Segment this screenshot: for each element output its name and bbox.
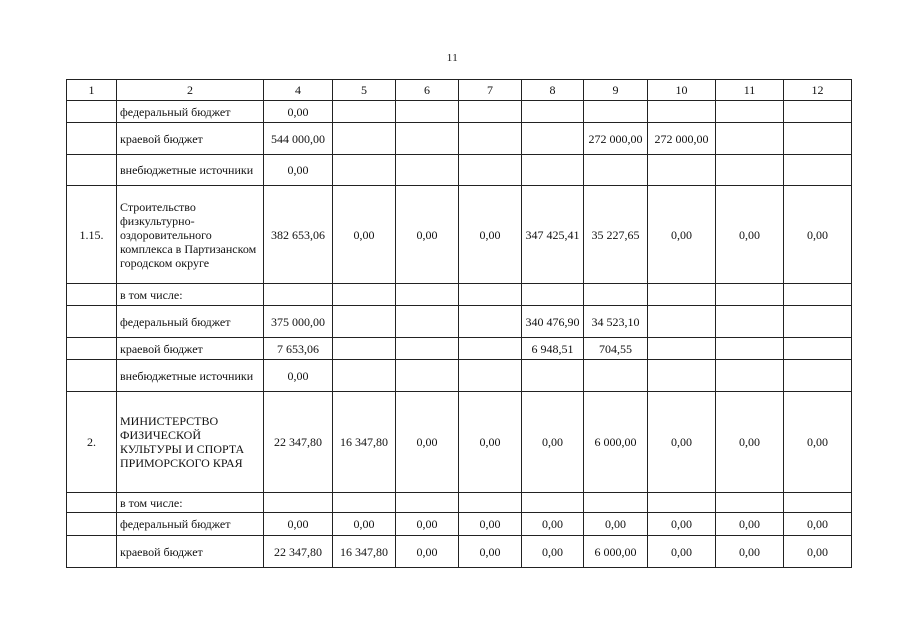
value-cell-col-7	[459, 338, 522, 360]
value-cell-col-12	[784, 360, 852, 392]
table-row	[67, 338, 852, 360]
value-cell-col-10	[648, 360, 716, 392]
value-cell-col-12	[784, 284, 852, 306]
value-cell-col-9	[584, 101, 648, 123]
value-cell-col-10	[648, 155, 716, 186]
header-cell-col-8: 8	[522, 80, 584, 101]
value-cell-col-6: 0,00	[396, 513, 459, 536]
value-cell-col-8	[522, 493, 584, 513]
row-index-cell	[67, 536, 117, 568]
value-cell-col-5	[333, 155, 396, 186]
row-index-cell	[67, 338, 117, 360]
value-cell-col-6	[396, 493, 459, 513]
value-cell-col-11	[716, 360, 784, 392]
value-cell-col-4: 0,00	[264, 360, 333, 392]
value-cell-col-5	[333, 306, 396, 338]
value-cell-col-6	[396, 101, 459, 123]
value-cell-col-4	[264, 493, 333, 513]
value-cell-col-12	[784, 101, 852, 123]
row-name-cell: Строительство физкультурно-оздоровительного комплекса в Партизанском городском округе	[117, 186, 264, 284]
row-index-cell	[67, 513, 117, 536]
value-cell-col-7	[459, 493, 522, 513]
value-cell-col-11: 0,00	[716, 513, 784, 536]
value-cell-col-5: 0,00	[333, 513, 396, 536]
value-cell-col-7: 0,00	[459, 536, 522, 568]
row-index-cell	[67, 493, 117, 513]
value-cell-col-9: 704,55	[584, 338, 648, 360]
value-cell-col-7	[459, 284, 522, 306]
value-cell-col-11: 0,00	[716, 186, 784, 284]
value-cell-col-6	[396, 284, 459, 306]
value-cell-col-6: 0,00	[396, 186, 459, 284]
row-name-cell: федеральный бюджет	[117, 513, 264, 536]
value-cell-col-7: 0,00	[459, 513, 522, 536]
value-cell-col-7	[459, 123, 522, 155]
value-cell-col-4: 0,00	[264, 155, 333, 186]
value-cell-col-9: 0,00	[584, 513, 648, 536]
value-cell-col-10: 0,00	[648, 392, 716, 493]
row-name-cell: внебюджетные источники	[117, 155, 264, 186]
value-cell-col-6	[396, 123, 459, 155]
value-cell-col-6	[396, 155, 459, 186]
value-cell-col-10: 0,00	[648, 513, 716, 536]
value-cell-col-4: 0,00	[264, 513, 333, 536]
value-cell-col-4: 0,00	[264, 101, 333, 123]
value-cell-col-5: 16 347,80	[333, 536, 396, 568]
value-cell-col-5	[333, 338, 396, 360]
value-cell-col-12	[784, 338, 852, 360]
value-cell-col-8: 0,00	[522, 392, 584, 493]
header-cell-col-2: 2	[117, 80, 264, 101]
value-cell-col-7	[459, 360, 522, 392]
value-cell-col-12: 0,00	[784, 536, 852, 568]
value-cell-col-11	[716, 155, 784, 186]
row-index-cell	[67, 155, 117, 186]
value-cell-col-8: 6 948,51	[522, 338, 584, 360]
table-row	[67, 513, 852, 536]
value-cell-col-10: 0,00	[648, 186, 716, 284]
value-cell-col-5: 0,00	[333, 186, 396, 284]
table-row	[67, 284, 852, 306]
value-cell-col-6	[396, 360, 459, 392]
table-row	[67, 360, 852, 392]
value-cell-col-6	[396, 338, 459, 360]
value-cell-col-11	[716, 306, 784, 338]
value-cell-col-10	[648, 493, 716, 513]
row-name-cell: в том числе:	[117, 493, 264, 513]
value-cell-col-7	[459, 306, 522, 338]
value-cell-col-4: 22 347,80	[264, 536, 333, 568]
value-cell-col-10	[648, 284, 716, 306]
value-cell-col-9: 6 000,00	[584, 392, 648, 493]
header-cell-col-9: 9	[584, 80, 648, 101]
table-row	[67, 392, 852, 493]
value-cell-col-11	[716, 338, 784, 360]
value-cell-col-4: 375 000,00	[264, 306, 333, 338]
value-cell-col-5	[333, 123, 396, 155]
header-cell-col-11: 11	[716, 80, 784, 101]
header-cell-col-10: 10	[648, 80, 716, 101]
value-cell-col-5	[333, 284, 396, 306]
value-cell-col-9: 35 227,65	[584, 186, 648, 284]
row-index-cell: 2.	[67, 392, 117, 493]
value-cell-col-12: 0,00	[784, 513, 852, 536]
header-cell-col-6: 6	[396, 80, 459, 101]
row-name-cell: МИНИСТЕРСТВО ФИЗИЧЕСКОЙ КУЛЬТУРЫ И СПОРТА ПРИМОРСКОГО КРАЯ	[117, 392, 264, 493]
value-cell-col-6	[396, 306, 459, 338]
value-cell-col-4: 382 653,06	[264, 186, 333, 284]
table-row	[67, 493, 852, 513]
value-cell-col-8: 0,00	[522, 536, 584, 568]
value-cell-col-11	[716, 123, 784, 155]
row-name-cell: федеральный бюджет	[117, 101, 264, 123]
header-cell-col-5: 5	[333, 80, 396, 101]
value-cell-col-7: 0,00	[459, 186, 522, 284]
row-index-cell	[67, 360, 117, 392]
header-cell-col-4: 4	[264, 80, 333, 101]
value-cell-col-10	[648, 306, 716, 338]
value-cell-col-5	[333, 493, 396, 513]
value-cell-col-7	[459, 155, 522, 186]
budget-table	[66, 79, 852, 568]
value-cell-col-10: 272 000,00	[648, 123, 716, 155]
value-cell-col-11: 0,00	[716, 536, 784, 568]
value-cell-col-8	[522, 101, 584, 123]
header-cell-col-7: 7	[459, 80, 522, 101]
value-cell-col-11	[716, 284, 784, 306]
value-cell-col-12	[784, 493, 852, 513]
value-cell-col-12	[784, 306, 852, 338]
value-cell-col-5	[333, 101, 396, 123]
value-cell-col-9	[584, 360, 648, 392]
value-cell-col-12	[784, 155, 852, 186]
row-index-cell	[67, 284, 117, 306]
value-cell-col-11: 0,00	[716, 392, 784, 493]
value-cell-col-6: 0,00	[396, 392, 459, 493]
value-cell-col-5: 16 347,80	[333, 392, 396, 493]
table-row	[67, 186, 852, 284]
value-cell-col-9: 34 523,10	[584, 306, 648, 338]
value-cell-col-9	[584, 493, 648, 513]
value-cell-col-11	[716, 101, 784, 123]
value-cell-col-8	[522, 284, 584, 306]
row-name-cell: в том числе:	[117, 284, 264, 306]
value-cell-col-10: 0,00	[648, 536, 716, 568]
header-cell-col-1: 1	[67, 80, 117, 101]
row-name-cell: краевой бюджет	[117, 123, 264, 155]
row-index-cell	[67, 123, 117, 155]
value-cell-col-8	[522, 155, 584, 186]
value-cell-col-8: 347 425,41	[522, 186, 584, 284]
value-cell-col-10	[648, 338, 716, 360]
value-cell-col-12: 0,00	[784, 392, 852, 493]
value-cell-col-10	[648, 101, 716, 123]
table-row	[67, 123, 852, 155]
value-cell-col-4	[264, 284, 333, 306]
row-name-cell: федеральный бюджет	[117, 306, 264, 338]
header-row	[67, 80, 852, 101]
row-name-cell: краевой бюджет	[117, 338, 264, 360]
header-cell-col-12: 12	[784, 80, 852, 101]
value-cell-col-7: 0,00	[459, 392, 522, 493]
value-cell-col-8: 0,00	[522, 513, 584, 536]
value-cell-col-11	[716, 493, 784, 513]
value-cell-col-4: 544 000,00	[264, 123, 333, 155]
value-cell-col-9: 272 000,00	[584, 123, 648, 155]
value-cell-col-9	[584, 284, 648, 306]
row-index-cell: 1.15.	[67, 186, 117, 284]
row-index-cell	[67, 306, 117, 338]
value-cell-col-8: 340 476,90	[522, 306, 584, 338]
value-cell-col-8	[522, 123, 584, 155]
page-number: 11	[446, 52, 459, 64]
value-cell-col-4: 7 653,06	[264, 338, 333, 360]
row-name-cell: внебюджетные источники	[117, 360, 264, 392]
value-cell-col-12	[784, 123, 852, 155]
value-cell-col-7	[459, 101, 522, 123]
table-row	[67, 306, 852, 338]
row-name-cell: краевой бюджет	[117, 536, 264, 568]
value-cell-col-12: 0,00	[784, 186, 852, 284]
value-cell-col-9	[584, 155, 648, 186]
table-row	[67, 155, 852, 186]
table-row	[67, 101, 852, 123]
row-index-cell	[67, 101, 117, 123]
value-cell-col-9: 6 000,00	[584, 536, 648, 568]
value-cell-col-8	[522, 360, 584, 392]
value-cell-col-5	[333, 360, 396, 392]
value-cell-col-6: 0,00	[396, 536, 459, 568]
table-row	[67, 536, 852, 568]
value-cell-col-4: 22 347,80	[264, 392, 333, 493]
